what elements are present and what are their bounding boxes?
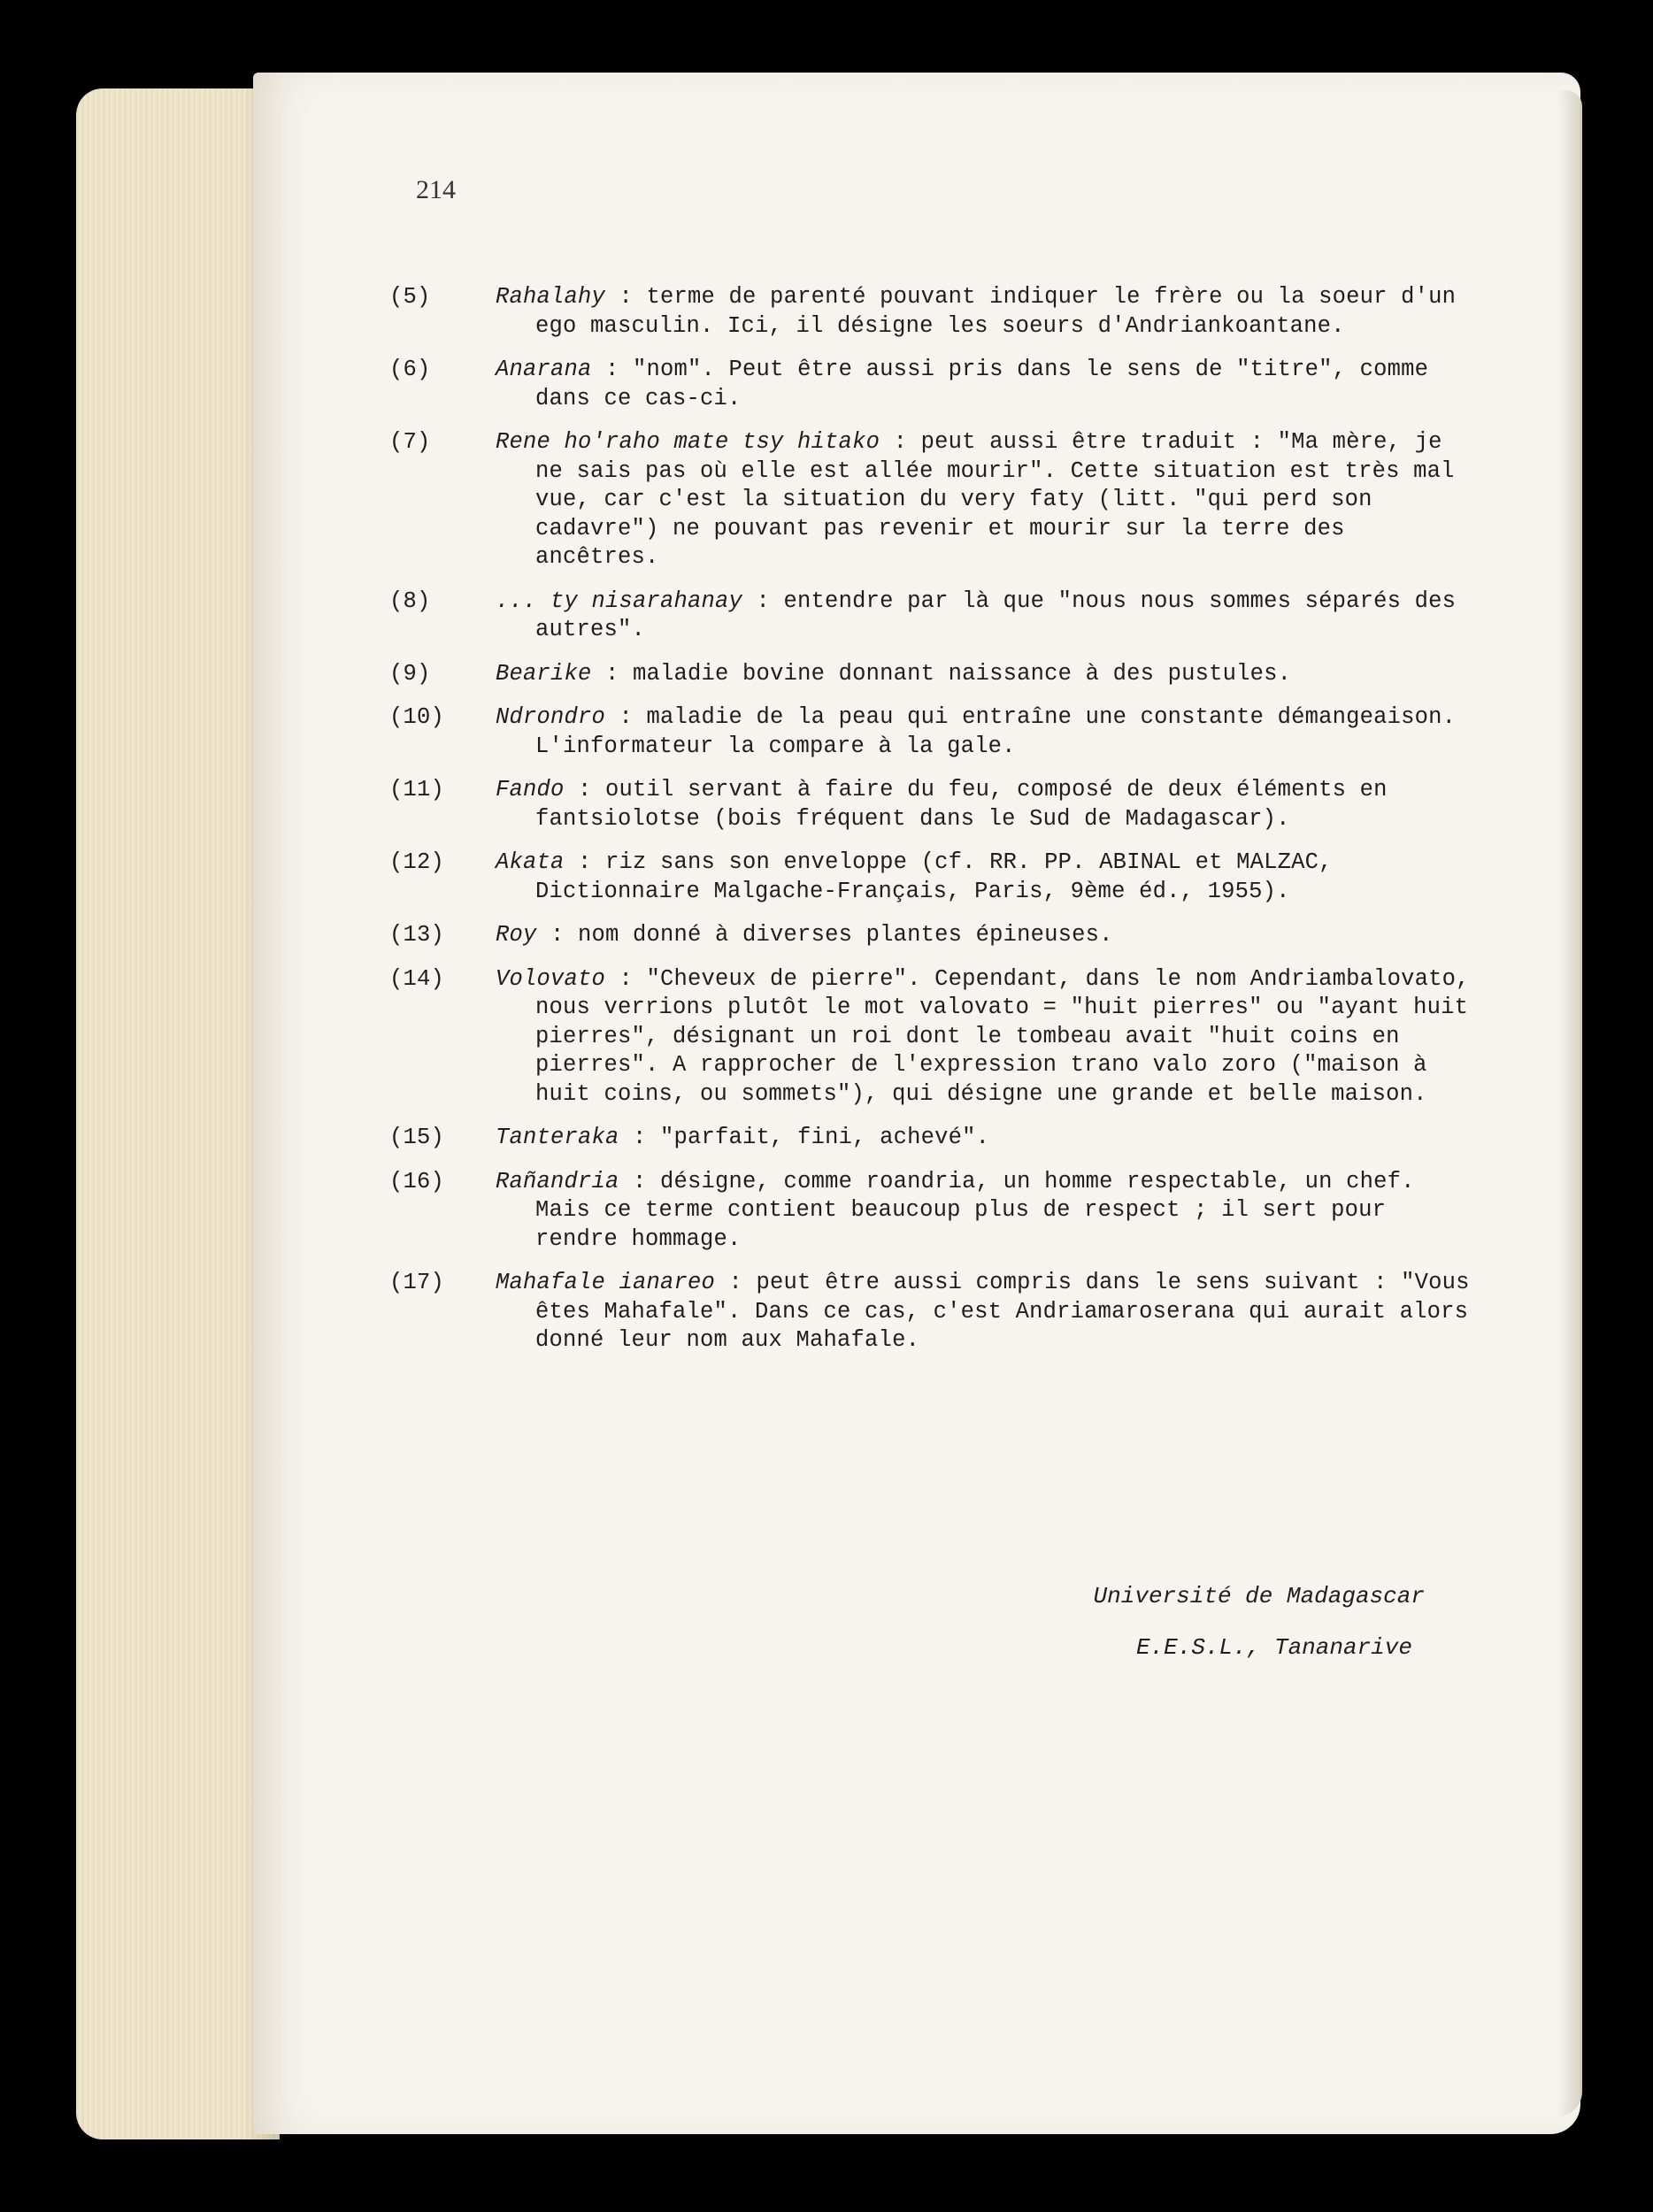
footnote-number: (16) [389, 1168, 445, 1194]
footnote-text: : entendre par là que "nous nous sommes séparés des autres". [535, 588, 1457, 642]
footnote-text: : nom donné à diverses plantes épineuses. [536, 922, 1113, 948]
footnote-number: (10) [389, 704, 445, 730]
footnote-term: Rañandria [496, 1168, 619, 1194]
footnote-text: : "nom". Peut être aussi pris dans le sens de "titre", comme dans ce cas-ci. [535, 357, 1429, 411]
footnote-text: : riz sans son enveloppe (cf. RR. PP. ABINAL et MALZAC, Dictionnaire Malgache-Français, Paris, 9ème éd., 1955). [535, 849, 1333, 904]
footnote [389, 965, 1478, 1110]
footnote-text: : "Cheveux de pierre". Cependant, dans le nom Andriambalovato, nous verrions plutôt le mot valovato = "huit pierres" ou "ayant huit pierres", désignant un roi dont le tombeau avait "huit coins en pierres". A rapprocher de l'expression trano valo zoro ("maison à huit coins, ou sommets"), qui désigne une grande et belle maison. [535, 965, 1470, 1107]
footnote [389, 428, 1478, 572]
footnote-number: (6) [389, 357, 431, 382]
footnote-number: (12) [389, 849, 445, 875]
footnote [389, 703, 1478, 761]
footnote-text: : peut être aussi compris dans le sens suivant : "Vous êtes Mahafale". Dans ce cas, c'est Andriamaroserana qui aurait alors donné leur nom aux Mahafale. [535, 1270, 1470, 1353]
footnote-term: Rene ho'raho mate tsy hitako [496, 429, 880, 455]
footnote-text: : peut aussi être traduit : "Ma mère, je ne sais pas où elle est allée mourir". Cette situation est très mal vue, car c'est la situation du very faty (litt. "qui perd son cadavre") ne pouvant pas revenir et mourir sur la terre des ancêtres. [535, 429, 1455, 570]
footnote-term: Ndrondro [496, 704, 606, 730]
page-number: 214 [416, 175, 456, 204]
footnote-text: : maladie de la peau qui entraîne une constante démangeaison. L'informateur la compare à la gale. [535, 704, 1457, 759]
book-page-edges [76, 88, 280, 2139]
footnote-number: (7) [389, 429, 431, 455]
footnote-term: Fando [496, 777, 565, 803]
footnote-term: Tanteraka [496, 1125, 619, 1150]
footnotes-list [389, 283, 1478, 1371]
footnote-number: (8) [389, 588, 431, 614]
footnote-number: (14) [389, 965, 445, 992]
footnote [389, 1269, 1478, 1356]
footnote [389, 921, 1478, 950]
footnote [389, 283, 1478, 341]
footnote-number: (9) [389, 660, 431, 687]
footnote-term: Volovato [496, 965, 606, 992]
footnote-text: : maladie bovine donnant naissance à des pustules. [591, 660, 1292, 687]
footnote-term: Rahalahy [496, 284, 606, 310]
footnote-number: (11) [389, 777, 445, 803]
signature-institution: Université de Madagascar [1093, 1583, 1425, 1609]
footnote-term: Anarana [496, 357, 592, 382]
footnote-term: Bearike [496, 660, 592, 687]
footnote-number: (5) [389, 284, 431, 310]
footnote-text: : terme de parenté pouvant indiquer le frère ou la soeur d'un ego masculin. Ici, il désigne les soeurs d'Andriankoantane. [535, 284, 1457, 339]
footnote [389, 356, 1478, 413]
footnote-text: : désigne, comme roandria, un homme respectable, un chef. Mais ce terme contient beaucoup plus de respect ; il sert pour rendre hommage. [535, 1168, 1415, 1252]
footnote [389, 1168, 1478, 1255]
footnote [389, 849, 1478, 906]
signature-block [920, 1571, 1425, 1673]
footnote [389, 1124, 1478, 1153]
footnote-term: Roy [496, 922, 537, 948]
footnote-number: (13) [389, 922, 445, 948]
signature-location: E.E.S.L., Tananarive [1135, 1634, 1412, 1661]
footnote [389, 660, 1478, 689]
footnote-term: ... ty nisarahanay [496, 588, 743, 614]
footnote-text: : "parfait, fini, achevé". [619, 1125, 990, 1150]
footnote-number: (15) [389, 1125, 445, 1150]
footnote-term: Akata [496, 849, 565, 875]
footnote-number: (17) [389, 1270, 445, 1295]
footnote-term: Mahafale ianareo [496, 1270, 716, 1295]
footnote-text: : outil servant à faire du feu, composé de deux éléments en fantsiolotse (bois fréquent dans le Sud de Madagascar). [535, 777, 1388, 832]
footnote [389, 588, 1478, 645]
footnote [389, 776, 1478, 833]
